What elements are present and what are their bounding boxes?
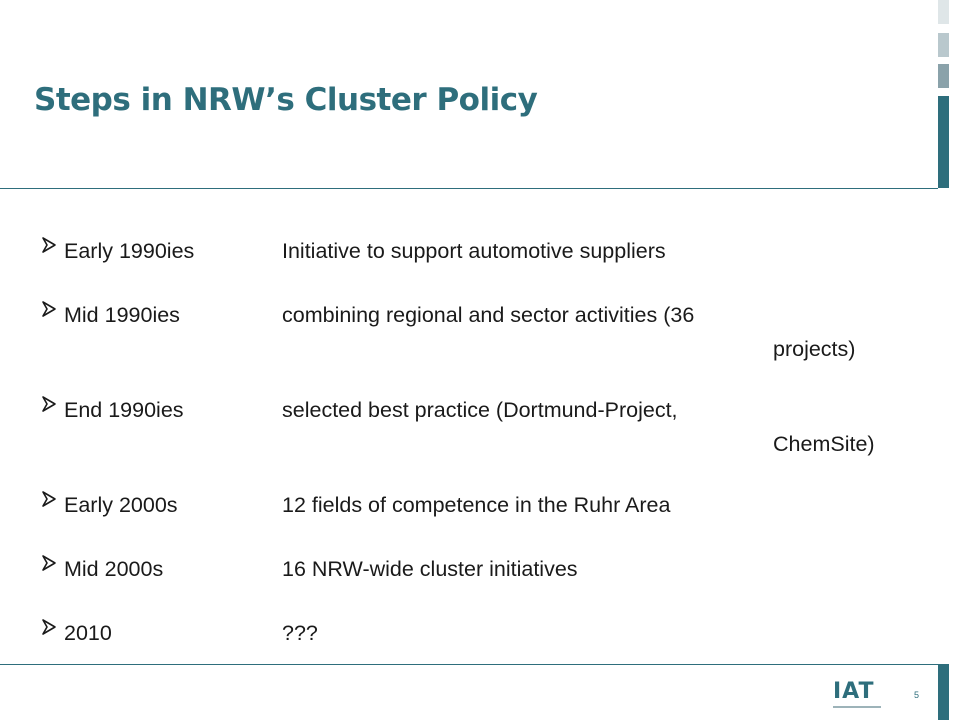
list-item [40,300,920,395]
iat-logo [833,679,885,712]
description: 12 fields of competence in the Ruhr Area [282,493,671,517]
arrowhead-bullet-icon [40,236,58,254]
decorative-bar [938,0,949,24]
description-continued: ChemSite) [773,432,875,456]
description: 16 NRW-wide cluster initiatives [282,557,578,581]
period-label: End 1990ies [64,398,184,422]
list-item [40,490,920,554]
divider [0,664,938,665]
list-item [40,618,920,682]
description: ??? [282,621,318,645]
period-label: Mid 2000s [64,557,164,581]
period-label: Mid 1990ies [64,303,180,327]
list-item [40,395,920,490]
logo-underline [833,706,881,708]
period-label: Early 1990ies [64,239,195,263]
slide-title: Steps in NRW’s Cluster Policy [34,82,538,118]
arrowhead-bullet-icon [40,490,58,508]
description: combining regional and sector activities (36 [282,303,695,327]
page-number: 5 [914,690,920,700]
period-label: 2010 [64,621,112,645]
arrowhead-bullet-icon [40,395,58,413]
arrowhead-bullet-icon [40,300,58,318]
decorative-bar [938,64,949,88]
decorative-bar [938,96,949,188]
logo-text: IAT [833,679,875,704]
arrowhead-bullet-icon [40,618,58,636]
arrowhead-bullet-icon [40,554,58,572]
decorative-bar [938,33,949,57]
divider [0,188,938,189]
description-continued: projects) [773,337,856,361]
list-item [40,554,920,618]
description: selected best practice (Dortmund-Project, [282,398,678,422]
description: Initiative to support automotive suppliers [282,239,666,263]
decorative-bar [938,664,949,720]
list-item [40,236,920,300]
timeline-list [40,236,920,682]
period-label: Early 2000s [64,493,178,517]
